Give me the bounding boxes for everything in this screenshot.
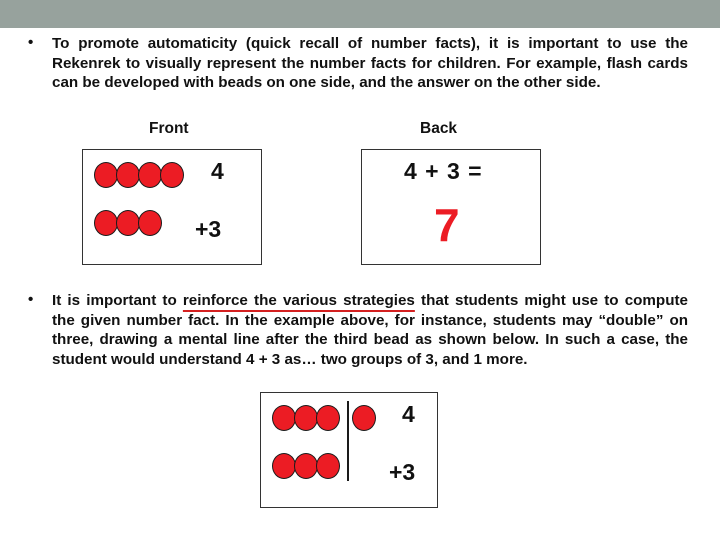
paragraph-2 <box>52 291 688 369</box>
bead <box>272 405 296 431</box>
bead <box>160 162 184 188</box>
bullet-1: • <box>28 34 34 51</box>
bead <box>316 453 340 479</box>
bead <box>294 405 318 431</box>
bead <box>94 210 118 236</box>
front-flash-card <box>82 149 262 265</box>
bead <box>272 453 296 479</box>
back-equation: 4 + 3 = <box>404 158 482 184</box>
paragraph-2-rest: that students might use to compute the given number fact. In the example above, for instance, students may “double” on three, drawing a mental line after the third bead as shown below. In such a case, the student would understand 4 + 3 as… two groups of 3, and 1 more. <box>52 292 688 368</box>
paragraph-2-prefix: It is important to <box>52 292 183 309</box>
back-flash-card <box>361 149 541 265</box>
underlined-phrase: reinforce the various strategies <box>182 292 415 309</box>
bead <box>138 210 162 236</box>
front-top-number: 4 <box>211 158 224 184</box>
bead <box>94 162 118 188</box>
bead <box>352 405 376 431</box>
front-label: Front <box>149 120 189 137</box>
bead <box>138 162 162 188</box>
bead <box>116 210 140 236</box>
back-label: Back <box>420 120 458 137</box>
bead <box>116 162 140 188</box>
bead <box>316 405 340 431</box>
top-bar <box>0 0 720 28</box>
bead <box>294 453 318 479</box>
mental-divider-line <box>347 401 349 481</box>
bullet-2: • <box>28 291 34 308</box>
bottom-bottom-number: +3 <box>389 459 416 485</box>
paragraph-1: To promote automaticity (quick recall of number facts), it is important to use the Rekenrek to visually represent the number facts for children. For example, flash cards can be developed with beads on one side, and the answer on the other side. <box>52 35 688 91</box>
doubling-flash-card <box>260 392 438 508</box>
front-bottom-number: +3 <box>195 216 222 242</box>
bottom-top-number: 4 <box>402 401 415 427</box>
back-answer: 7 <box>434 199 460 251</box>
